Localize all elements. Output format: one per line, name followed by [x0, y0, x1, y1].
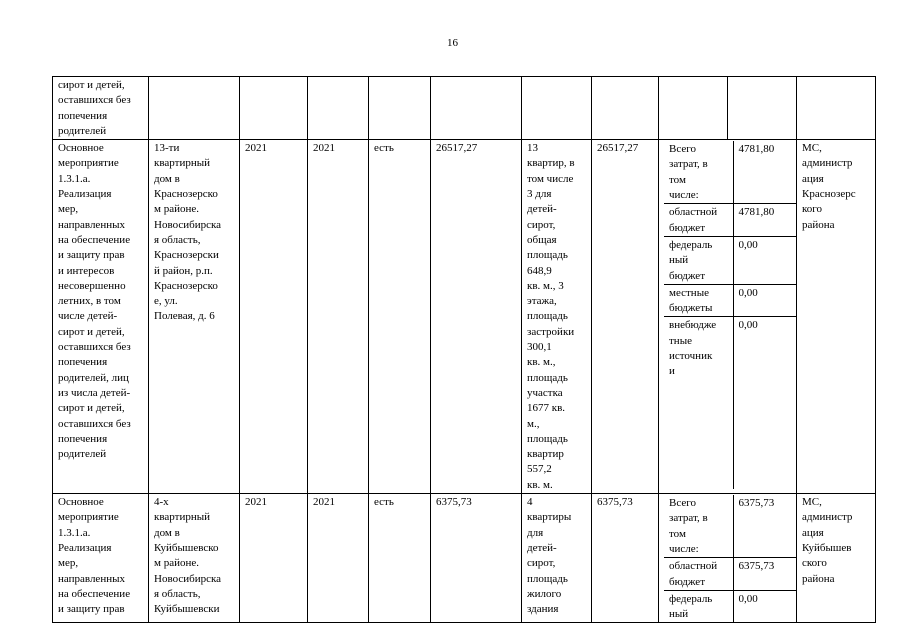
funding-row [664, 495, 797, 558]
funding-value: 0,00 [738, 238, 758, 251]
funding-row [664, 204, 797, 237]
object-text: 4-х квартирный дом в Куйбышевско м районе. Новосибирска я область, Куйбышевски [154, 496, 222, 616]
table-cell [431, 77, 522, 140]
table-cell [659, 77, 728, 140]
table-cell [308, 77, 369, 140]
funding-value: 4781,80 [738, 143, 775, 156]
table-cell [369, 77, 431, 140]
funding-cell [659, 494, 797, 623]
funding-source: областной бюджет [669, 206, 718, 234]
table-cell [797, 77, 876, 140]
funding-row [664, 284, 797, 317]
funding-source: федераль ный [669, 592, 713, 621]
event-text: сирот и детей, оставшихся без попечения родителей [58, 79, 131, 137]
activities-table [52, 76, 876, 623]
table-cell [240, 77, 308, 140]
cost: 26517,27 [436, 142, 478, 155]
funding-row [664, 141, 797, 204]
table-cell [53, 77, 149, 140]
table-cell [149, 77, 240, 140]
funding-source: местные бюджеты [669, 286, 713, 315]
object-text: 13-ти квартирный дом в Краснозерско м районе. Новосибирска я область, Краснозерски й район, р.п. Краснозерско е, ул. Полевая, д. 6 [154, 142, 222, 323]
funding-source: Всего затрат, в том числе: [669, 143, 708, 202]
funding-source: Всего затрат, в том числе: [669, 497, 708, 555]
funding-table [664, 495, 797, 622]
availability: есть [374, 496, 394, 509]
table-cell [592, 77, 659, 140]
table-cell [728, 77, 797, 140]
funding-source: областной бюджет [669, 560, 718, 588]
table-cell [522, 77, 592, 140]
year-end: 2021 [313, 142, 335, 155]
funding-value: 4781,80 [738, 206, 775, 219]
funding-table [664, 141, 797, 489]
description-text: 13 квартир, в том числе 3 для детей- сирот, общая площадь 648,9 кв. м., 3 этажа, площадь застройки 300,1 кв. м., площадь участка 1677 кв. м., площадь квартир 557,2 кв. м. [527, 142, 575, 491]
event-text: Основное мероприятие 1.3.1.а. Реализация мер, направленных на обеспечение и защиту прав и интересов несовершенно летних, в том числе детей- сирот и детей, оставшихся без попечения родителей, лиц из числа детей- сирот и детей, оставшихся без попечения родителей [58, 142, 131, 461]
funding-row [664, 558, 797, 591]
funding-cell [659, 140, 797, 494]
funding-value: 0,00 [738, 286, 758, 299]
funding-value: 6375,73 [738, 560, 775, 573]
event-text: Основное мероприятие 1.3.1.а. Реализация мер, направленных на обеспечение и защиту прав [58, 496, 131, 616]
description-text: 4 квартиры для детей- сирот, площадь жилого здания [527, 496, 572, 616]
funding-row [664, 590, 797, 622]
page-number: 16 [447, 37, 458, 49]
table-row-continuation [53, 77, 876, 140]
funding-value: 6375,73 [738, 497, 775, 510]
executor-text: МС, администр ация Куйбышев ского района [802, 496, 853, 585]
year-start: 2021 [245, 142, 267, 155]
year-start: 2021 [245, 496, 267, 509]
funding-value: 0,00 [738, 319, 758, 332]
executor-text: МС, администр ация Краснозерс кого района [802, 142, 856, 231]
funding-value: 0,00 [738, 592, 758, 605]
table-row [53, 140, 876, 494]
funding-source: внебюдже тные источник и [669, 319, 717, 378]
table-row [53, 494, 876, 623]
availability: есть [374, 142, 394, 155]
funding-source: федераль ный бюджет [669, 238, 713, 282]
amount: 6375,73 [597, 496, 633, 509]
amount: 26517,27 [597, 142, 639, 155]
funding-row [664, 236, 797, 284]
funding-row [664, 317, 797, 489]
year-end: 2021 [313, 496, 335, 509]
cost: 6375,73 [436, 496, 472, 509]
